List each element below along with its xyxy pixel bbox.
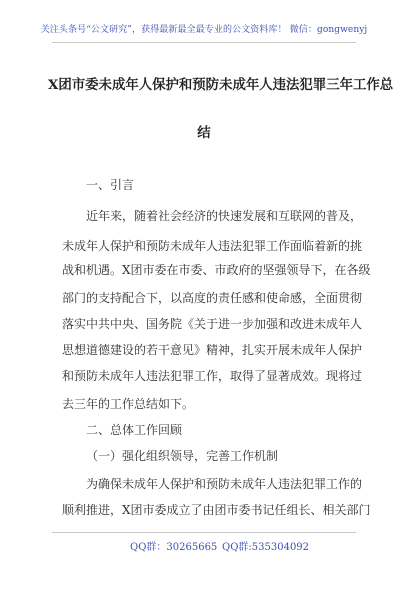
paragraph-line: 思想道德建设的若干意见》精神，扎实开展未成年人保护	[62, 343, 363, 357]
title-line-1: X团市委未成年人保护和预防未成年人违法犯罪三年工作总	[48, 77, 394, 93]
header-rule	[52, 42, 356, 43]
paragraph-line: 近年来，随着社会经济的快速发展和互联网的普及，	[86, 209, 363, 223]
section-heading-review: 二、总体工作回顾	[86, 423, 183, 437]
paragraph-line: 和预防未成年人违法犯罪工作，取得了显著成效。现将过	[62, 369, 363, 383]
paragraph-line: 顺利推进，X团市委成立了由团市委书记任组长、相关部门	[62, 503, 371, 517]
footer-qq-group-1: QQ群：30265665	[130, 542, 218, 553]
section-heading-intro: 一、引言	[86, 178, 135, 192]
subsection-heading: （一）强化组织领导，完善工作机制	[86, 449, 279, 463]
paragraph-line: 战和机遇。X团市委在市委、市政府的坚强领导下，在各级	[62, 263, 371, 277]
footer-qq-group-2: QQ群:535304092	[222, 542, 310, 553]
footer-rule	[52, 532, 356, 533]
paragraph-line: 部门的支持配合下，以高度的责任感和使命感，全面贯彻	[62, 291, 363, 305]
paragraph-line: 未成年人保护和预防未成年人违法犯罪工作面临着新的挑	[62, 239, 363, 253]
header-banner: 关注头条号“公文研究”，获得最新最全最专业的公文资料库！ 微信：gongwenyj	[40, 25, 368, 35]
paragraph-line: 落实中共中央、国务院《关于进一步加强和改进未成年人	[62, 317, 363, 331]
paragraph-line: 为确保未成年人保护和预防未成年人违法犯罪工作的	[86, 477, 363, 491]
title-line-2: 结	[197, 125, 211, 141]
paragraph-line: 去三年的工作总结如下。	[62, 397, 195, 411]
